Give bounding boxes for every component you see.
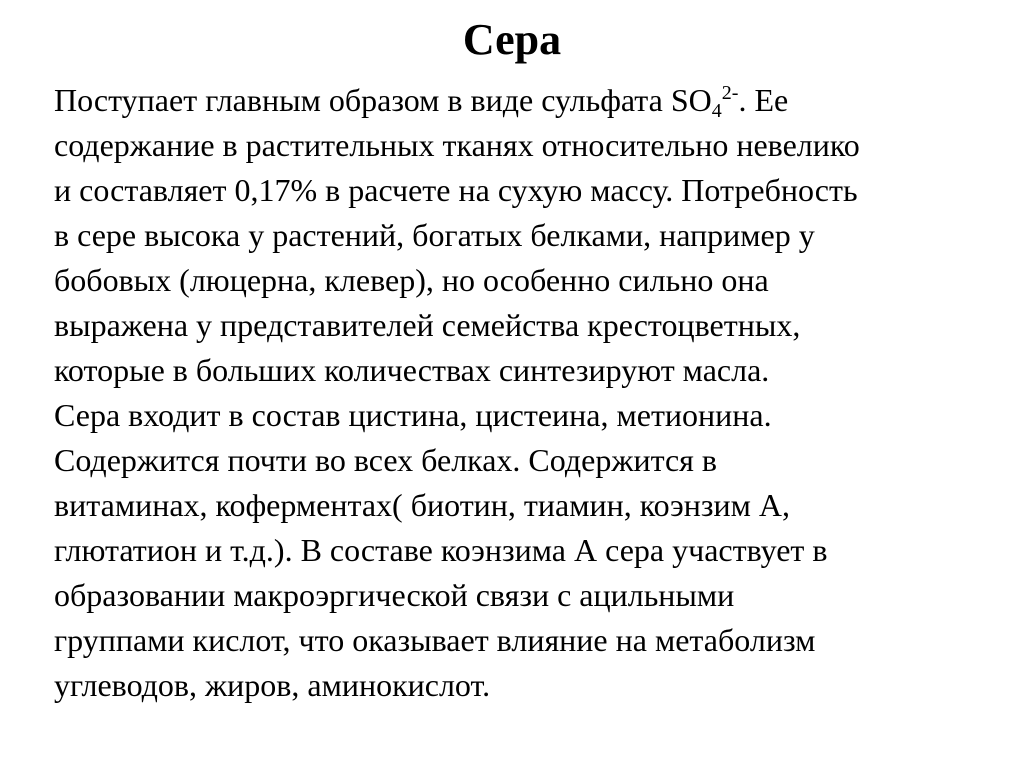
body-line-3: и составляет 0,17% в расчете на сухую массу. Потребность: [54, 172, 858, 208]
body-line-6: выражена у представителей семейства крестоцветных,: [54, 307, 801, 343]
body-line-8: Сера входит в состав цистина, цистеина, метионина.: [54, 397, 772, 433]
body-line-1-end: . Ее: [738, 82, 789, 118]
body-line-7: которые в больших количествах синтезируют масла.: [54, 352, 770, 388]
body-line-1-start: Поступает главным образом в виде сульфата: [54, 82, 671, 118]
body-line-11: глютатион и т.д.). В составе коэнзима А сера участвует в: [54, 532, 828, 568]
body-line-14: углеводов, жиров, аминокислот.: [54, 667, 491, 703]
slide-body-text: [54, 78, 1004, 708]
formula-base: SO: [670, 82, 712, 118]
body-line-9: Содержится почти во всех белках. Содержится в: [54, 442, 717, 478]
body-line-13: группами кислот, что оказывает влияние на метаболизм: [54, 622, 816, 658]
body-line-2: содержание в растительных тканях относительно невелико: [54, 127, 860, 163]
body-line-10: витаминах, коферментах( биотин, тиамин, коэнзим А,: [54, 487, 791, 523]
body-line-12: образовании макроэргической связи с ацильными: [54, 577, 735, 613]
body-line-1: [54, 78, 1004, 123]
slide-title: Сера: [462, 15, 562, 64]
body-line-4: в сере высока у растений, богатых белками, например у: [54, 217, 815, 253]
sulfate-formula: [670, 82, 739, 122]
formula-superscript: 2-: [721, 82, 739, 104]
body-line-5: бобовых (люцерна, клевер), но особенно сильно она: [54, 262, 769, 298]
formula-subscript: 4: [711, 100, 722, 122]
